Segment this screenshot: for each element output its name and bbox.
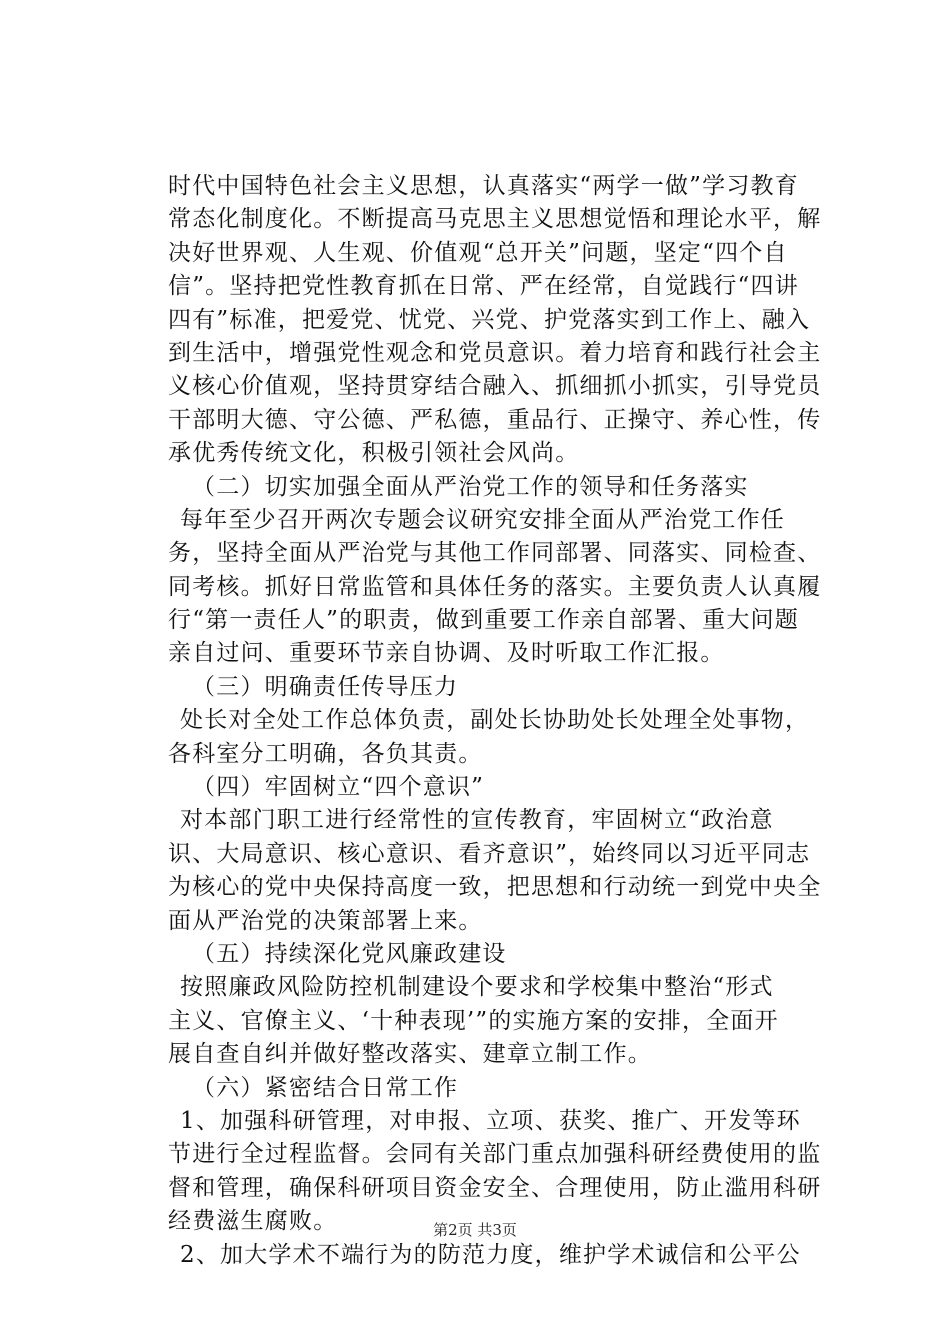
text-line: 展自查自纠并做好整改落实、建章立制工作。: [168, 1041, 652, 1068]
section-heading: （五）持续深化党风廉政建设: [192, 940, 507, 967]
section-heading: （六）紧密结合日常工作: [192, 1074, 459, 1101]
text-line: 信”。坚持把党性教育抓在日常、严在经常，自觉践行“四讲: [168, 273, 799, 300]
text-line: 节进行全过程监督。会同有关部门重点加强科研经费使用的监: [168, 1141, 822, 1168]
text-line: 常态化制度化。不断提高马克思主义思想觉悟和理论水平，解: [168, 206, 822, 233]
text-line: 各科室分工明确，各负其责。: [168, 740, 483, 767]
text-line: 干部明大德、守公德、严私德，重品行、正操守、养心性，传: [168, 406, 822, 433]
text-line: 主义、官僚主义、‘十种表现’”的实施方案的安排，全面开: [168, 1007, 779, 1034]
text-line: 亲自过问、重要环节亲自协调、及时听取工作汇报。: [168, 640, 725, 667]
text-line: 对本部门职工进行经常性的宣传教育，牢固树立“政治意: [180, 807, 774, 834]
text-line: 识、大局意识、核心意识、看齐意识”，始终同以习近平同志: [168, 840, 811, 867]
text-line: 同考核。抓好日常监管和具体任务的落实。主要负责人认真履: [168, 573, 822, 600]
section-heading: （四）牢固树立“四个意识”: [192, 774, 485, 801]
text-line: 四有”标准，把爱党、忧党、兴党、护党落实到工作上、融入: [168, 306, 811, 333]
section-heading: （三）明确责任传导压力: [192, 673, 459, 700]
text-line: 督和管理，确保科研项目资金安全、合理使用，防止滥用科研: [168, 1174, 822, 1201]
text-line: 义核心价值观，坚持贯穿结合融入、抓细抓小抓实，引导党员: [168, 373, 822, 400]
text-line: 到生活中，增强党性观念和党员意识。着力培育和践行社会主: [168, 339, 822, 366]
text-line: 面从严治党的决策部署上来。: [168, 907, 483, 934]
text-line: 处长对全处工作总体负责，副处长协助处长处理全处事物，: [180, 707, 810, 734]
text-line: 承优秀传统文化，积极引领社会风尚。: [168, 440, 580, 467]
text-line: 务，坚持全面从严治党与其他工作同部署、同落实、同检查、: [168, 540, 822, 567]
document-body: [168, 170, 848, 1272]
text-line: 决好世界观、人生观、价值观“总开关”问题，坚定“四个自: [168, 239, 788, 266]
text-line: 每年至少召开两次专题会议研究安排全面从严治党工作任: [180, 506, 785, 533]
section-heading: （二）切实加强全面从严治党工作的领导和任务落实: [192, 473, 749, 500]
text-line: 行“第一责任人”的职责，做到重要工作亲自部署、重大问题: [168, 607, 799, 634]
text-line: 2、加大学术不端行为的防范力度，维护学术诚信和公平公: [180, 1241, 801, 1268]
text-line: 1、加强科研管理，对申报、立项、获奖、推广、开发等环: [180, 1107, 801, 1134]
text-line: 经费滋生腐败。: [168, 1208, 338, 1235]
text-line: 时代中国特色社会主义思想，认真落实“两学一做”学习教育: [168, 173, 799, 199]
page-number-label: 第2页 共3页: [433, 1221, 517, 1239]
text-line: 为核心的党中央保持高度一致，把思想和行动统一到党中央全: [168, 874, 822, 901]
text-line: 按照廉政风险防控机制建设个要求和学校集中整治“形式: [180, 974, 774, 1001]
page-footer: [0, 1220, 950, 1240]
